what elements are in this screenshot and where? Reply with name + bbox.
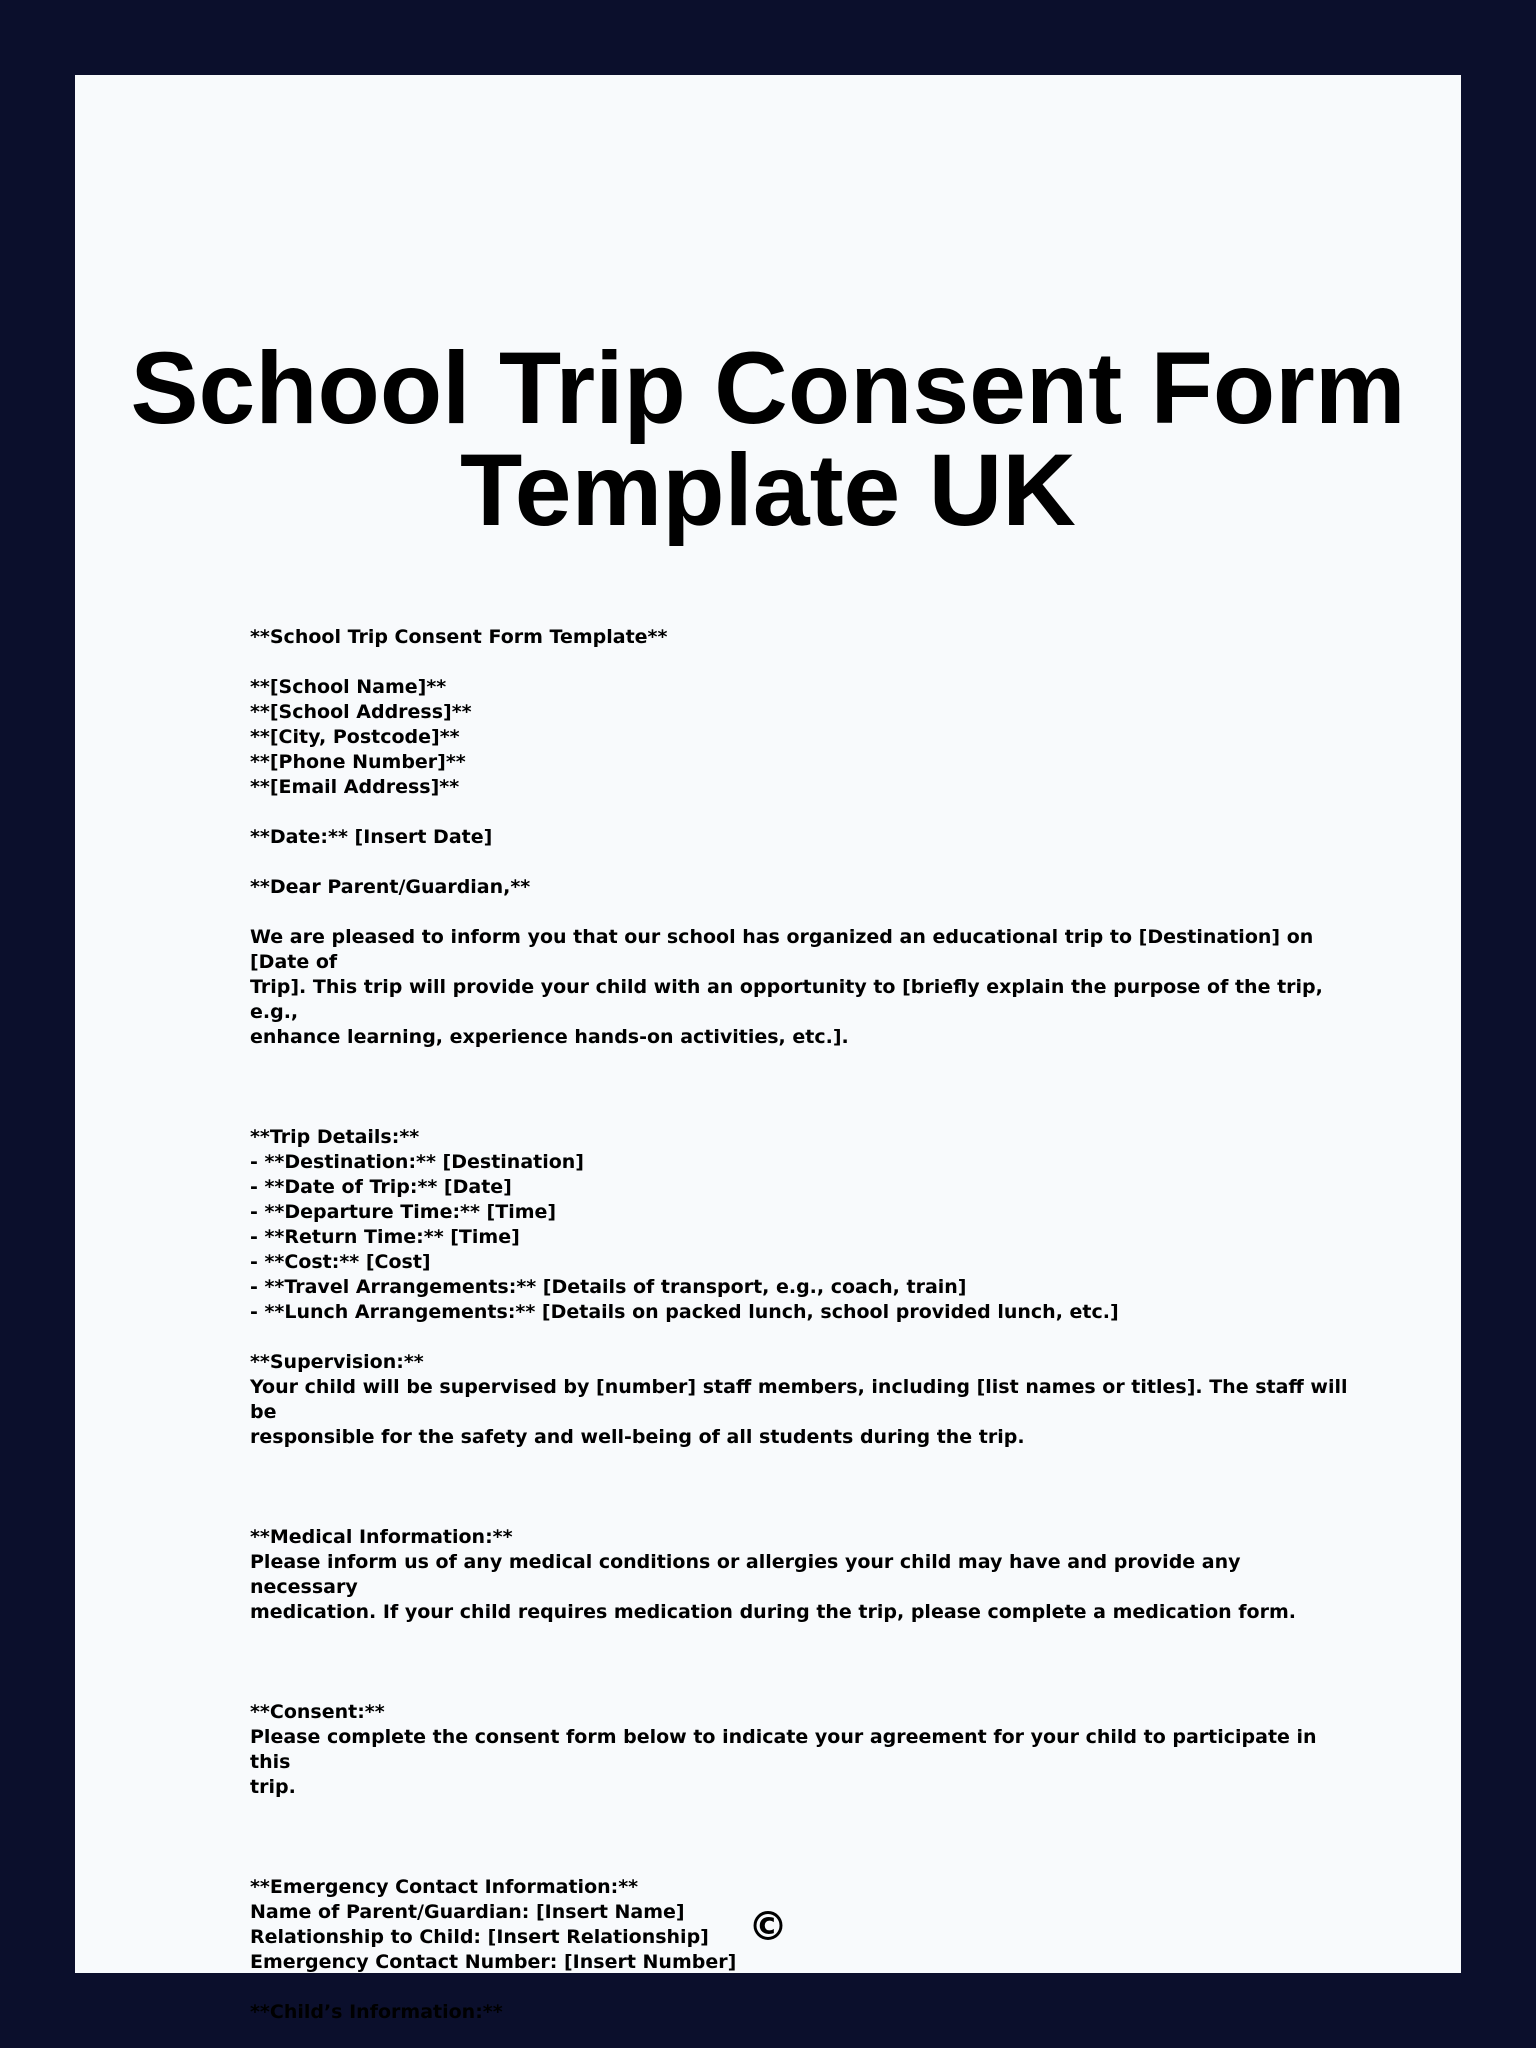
intro-paragraph [250, 925, 1350, 1050]
emergency-line: Emergency Contact Number: [Insert Number] [250, 1951, 737, 1973]
trip-detail-item: - **Destination:** [Destination] [250, 1151, 584, 1173]
supervision-section [250, 1350, 1355, 1450]
consent-line: trip. [250, 1776, 296, 1798]
consent-heading: **Consent:** [250, 1701, 385, 1723]
trip-detail-item: - **Departure Time:** [Time] [250, 1201, 557, 1223]
child-information-heading: **Child’s Information:** [250, 2001, 503, 2023]
school-name: **[School Name]** [250, 676, 447, 698]
page-title-line-2: Template UK [460, 433, 1076, 547]
intro-line: enhance learning, experience hands-on activities, etc.]. [250, 1026, 849, 1048]
trip-detail-item: - **Lunch Arrangements:** [Details on packed lunch, school provided lunch, etc.] [250, 1301, 1119, 1323]
city-postcode: **[City, Postcode]** [250, 726, 460, 748]
email-address: **[Email Address]** [250, 776, 460, 798]
supervision-line: Your child will be supervised by [number] staff members, including [list names or titles]. The staff will be [250, 1376, 1355, 1423]
document-page [75, 75, 1461, 2023]
school-address: **[School Address]** [250, 701, 472, 723]
trip-detail-item: - **Return Time:** [Time] [250, 1226, 520, 1248]
emergency-line: Relationship to Child: [Insert Relationship] [250, 1926, 709, 1948]
phone-number: **[Phone Number]** [250, 751, 466, 773]
intro-line: We are pleased to inform you that our school has organized an educational trip to [Destination] on [Date of [250, 926, 1320, 973]
trip-detail-item: - **Travel Arrangements:** [Details of transport, e.g., coach, train] [250, 1276, 967, 1298]
medical-heading: **Medical Information:** [250, 1526, 513, 1548]
greeting: **Dear Parent/Guardian,** [250, 876, 531, 898]
date-line: **Date:** [Insert Date] [250, 826, 493, 848]
form-heading: **School Trip Consent Form Template** [250, 626, 668, 648]
supervision-line: responsible for the safety and well-being of all students during the trip. [250, 1426, 1025, 1448]
medical-section [250, 1525, 1350, 1625]
school-contact-block [250, 675, 1350, 800]
copyright-symbol: © [748, 1904, 788, 1950]
supervision-heading: **Supervision:** [250, 1351, 424, 1373]
trip-details-heading: **Trip Details:** [250, 1126, 420, 1148]
consent-line: Please complete the consent form below to indicate your agreement for your child to participate in this [250, 1726, 1324, 1773]
emergency-heading: **Emergency Contact Information:** [250, 1876, 639, 1898]
emergency-line: Name of Parent/Guardian: [Insert Name] [250, 1901, 685, 1923]
consent-section [250, 1700, 1350, 1800]
medical-line: Please inform us of any medical conditions or allergies your child may have and provide any necessary [250, 1551, 1248, 1598]
trip-detail-item: - **Cost:** [Cost] [250, 1251, 431, 1273]
medical-line: medication. If your child requires medication during the trip, please complete a medication form. [250, 1601, 1296, 1623]
intro-line: Trip]. This trip will provide your child with an opportunity to [briefly explain the purpose of the trip, e.g., [250, 976, 1330, 1023]
trip-detail-item: - **Date of Trip:** [Date] [250, 1176, 512, 1198]
page-title [75, 331, 1461, 547]
trip-details-section [250, 1125, 1350, 1325]
page-title-line-1: School Trip Consent Form [130, 331, 1406, 445]
document-body [250, 625, 1355, 2025]
